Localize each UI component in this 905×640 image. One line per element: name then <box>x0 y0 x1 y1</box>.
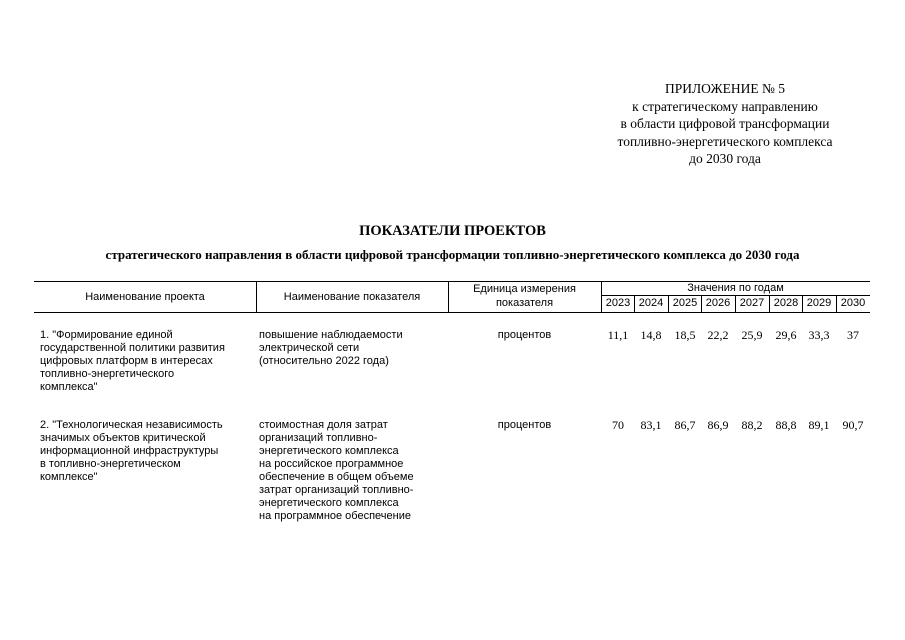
project-line: комплексе" <box>40 471 98 483</box>
annex-line: в области цифровой трансформации <box>620 116 830 131</box>
indicator-line: организаций топливно- <box>259 432 378 444</box>
year-header: 2026 <box>705 297 731 309</box>
annex-heading <box>560 80 890 168</box>
table-row-2-value: 86,7 <box>674 418 696 432</box>
year-header: 2025 <box>672 297 698 309</box>
page-subtitle: стратегического направления в области цифровой трансформации топливно-энергетического комплекса до 2030 года <box>105 247 800 262</box>
table-row-2-indicator <box>259 419 447 523</box>
project-line: государственной политики развития <box>40 342 225 354</box>
indicator-line: электрической сети <box>259 342 360 354</box>
annex-line: до 2030 года <box>689 151 761 166</box>
table-row-1-value: 14,8 <box>640 328 662 342</box>
table-row-2-value: 88,8 <box>775 418 797 432</box>
table-row-2-unit: процентов <box>497 419 552 431</box>
indicator-line: обеспечение в общем объеме <box>259 471 414 483</box>
project-line: топливно-энергетического <box>40 368 175 380</box>
project-line: комплекса" <box>40 381 98 393</box>
indicator-line: на российское программное <box>259 458 404 470</box>
project-line: 1. "Формирование единой <box>40 329 173 341</box>
table-row-2-project <box>40 419 255 484</box>
header-unit: Единица измерения <box>473 283 576 295</box>
table-row-2-value: 88,2 <box>741 418 763 432</box>
table-row-2-value: 70 <box>612 418 624 432</box>
table-row-1-value: 37 <box>847 328 859 342</box>
project-line: значимых объектов критической <box>40 432 206 444</box>
table-row-2-value: 89,1 <box>808 418 830 432</box>
annex-line: к стратегическому направлению <box>632 98 818 114</box>
project-line: информационной инфраструктуры <box>40 445 219 457</box>
project-line: в топливно-энергетическом <box>40 458 181 470</box>
page-title: ПОКАЗАТЕЛИ ПРОЕКТОВ <box>359 223 546 239</box>
header-values-by-year: Значения по годам <box>687 282 784 294</box>
indicator-line: повышение наблюдаемости <box>259 329 403 341</box>
table-row-2-value: 86,9 <box>707 418 729 432</box>
year-header: 2028 <box>773 297 799 309</box>
indicator-line: затрат организаций топливно- <box>259 484 414 496</box>
year-header: 2024 <box>638 297 664 309</box>
table-row-1-unit: процентов <box>497 329 552 341</box>
year-header: 2027 <box>739 297 765 309</box>
table-row-2-value: 83,1 <box>640 418 662 432</box>
table-row-2-value: 90,7 <box>842 418 864 432</box>
table-row-1-value: 33,3 <box>808 328 830 342</box>
header-project: Наименование проекта <box>85 291 205 303</box>
project-line: 2. "Технологическая независимость <box>40 419 223 431</box>
indicator-line: энергетического комплекса <box>259 445 399 457</box>
annex-line: топливно-энергетического комплекса <box>617 133 833 149</box>
indicator-line: на программное обеспечение <box>259 510 411 522</box>
table-row-1-value: 25,9 <box>741 328 763 342</box>
year-header: 2030 <box>840 297 866 309</box>
table-row-1-indicator <box>259 329 447 368</box>
annex-line: ПРИЛОЖЕНИЕ № 5 <box>664 81 786 96</box>
project-line: цифровых платформ в интересах <box>40 355 213 367</box>
indicator-line: стоимостная доля затрат <box>259 419 388 431</box>
table-row-1-value: 11,1 <box>607 328 629 342</box>
table-row-1-value: 18,5 <box>674 328 696 342</box>
header-indicator: Наименование показателя <box>283 291 421 303</box>
header-bottom-rule <box>34 312 870 313</box>
year-header: 2023 <box>605 297 631 309</box>
header-unit-2: показателя <box>495 297 554 309</box>
year-header: 2029 <box>806 297 832 309</box>
indicator-line: (относительно 2022 года) <box>259 355 389 367</box>
table-row-1-project <box>40 329 255 394</box>
table-row-1-value: 29,6 <box>775 328 797 342</box>
indicator-line: энергетического комплекса <box>259 497 399 509</box>
table-row-1-value: 22,2 <box>707 328 729 342</box>
